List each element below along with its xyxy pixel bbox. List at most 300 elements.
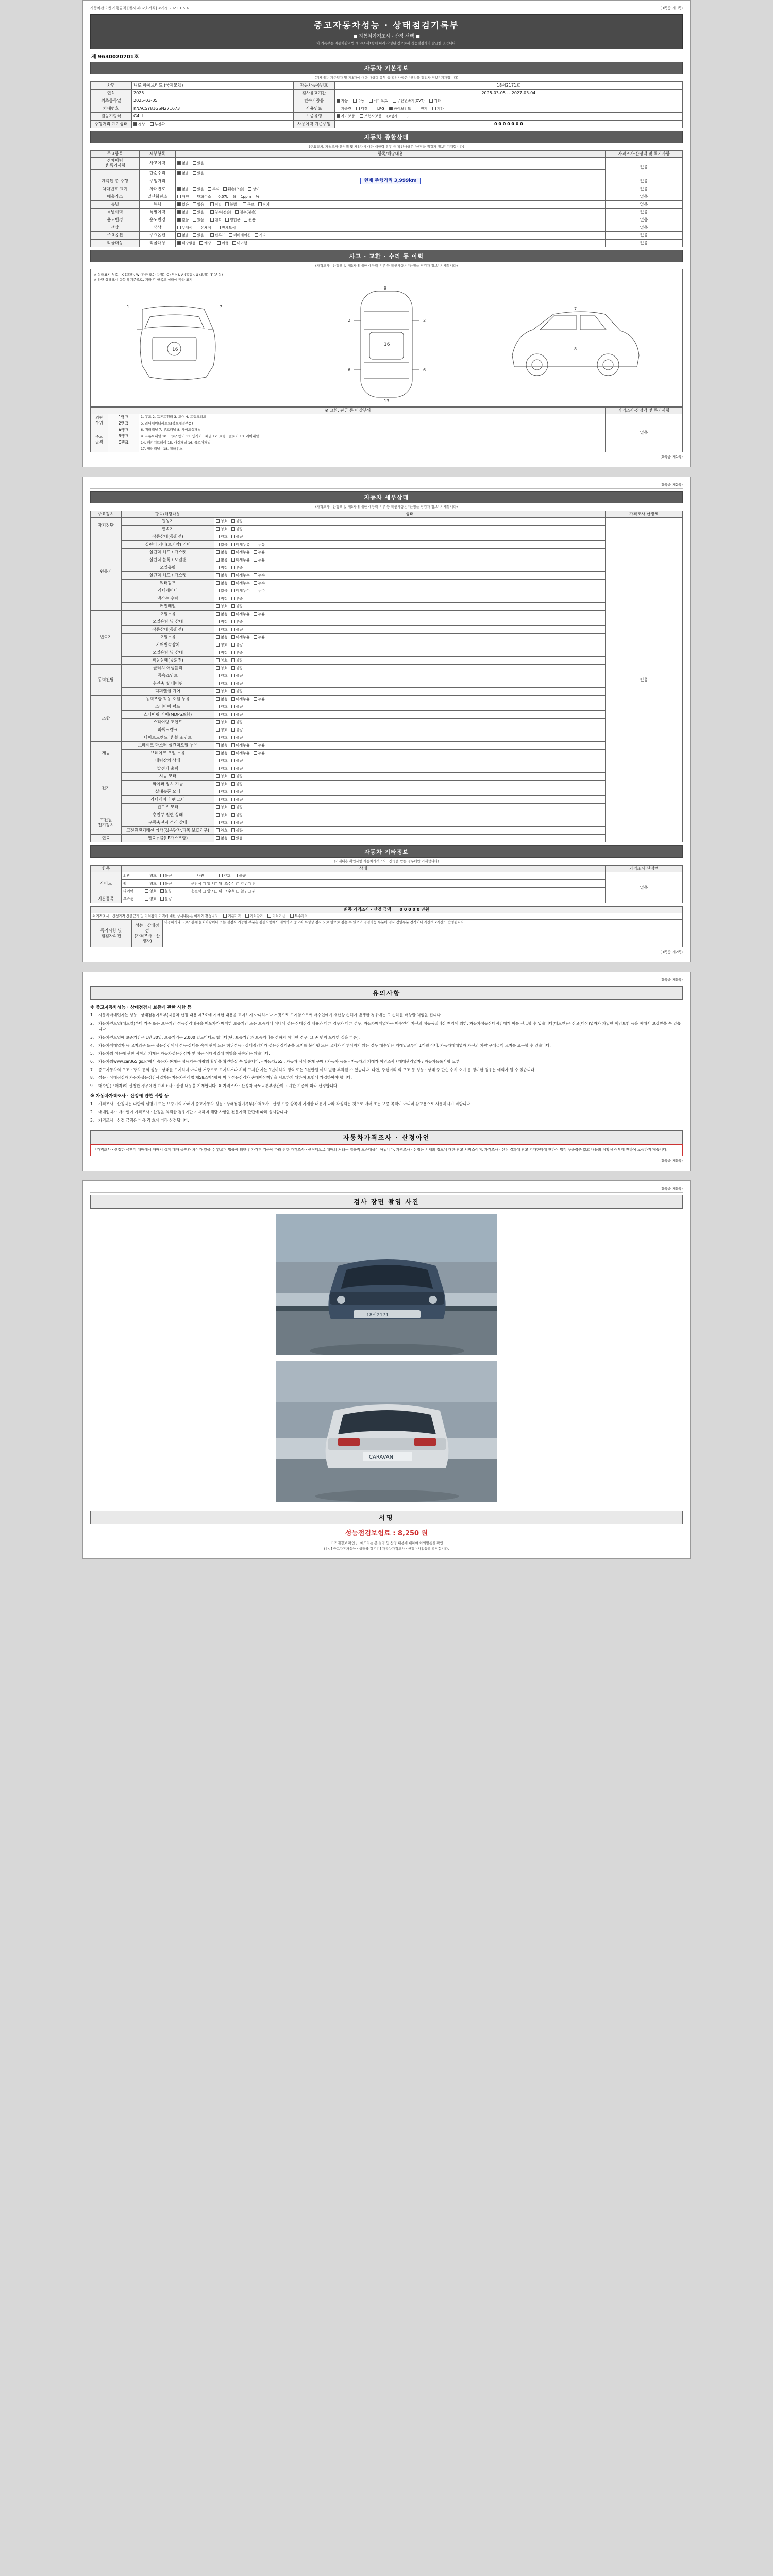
detail-item-steering-pump: 스티어링 펌프 bbox=[122, 703, 214, 711]
page-3-bottom: (3쪽중 제3쪽) bbox=[660, 1159, 683, 1163]
page-4-ref bbox=[90, 1186, 91, 1191]
detail-note-value: 없음 bbox=[606, 518, 683, 842]
inspector-opinion-label: 특기사항 및 점검자의견 bbox=[91, 920, 132, 947]
detail-item-hv-wiring: 고전원전기배선 상태(접속단자,피복,보호기구) bbox=[122, 827, 214, 835]
car-top-view-diagram bbox=[332, 285, 441, 403]
detail-status-radiator-fan: 양호 불량 bbox=[214, 796, 606, 804]
sub-recall: 리콜대상 bbox=[140, 240, 176, 247]
rank-a-parts: 6. 쿼터패널 7. 루프패널 8. 사이드실패널 bbox=[139, 427, 606, 433]
detail-status-mt-leak: 없음 미세누유 누유 bbox=[214, 634, 606, 641]
guide-item: 7. 중고자동차의 구조 · 장치 등의 성능 · 상태를 고지하지 아니한 거주으로 고지하거나 허위 고지한 자는 1년이하의 징역 또는 1천만원 이하 벌금 부과될 수 있습니다. 다만, 주행거리 외 구조 등 성능 · 상태 중 단순 수치 오기 등 경미한 경우는 예외가 될 수 있습니다. bbox=[90, 1067, 536, 1072]
guide-item: 2. 매매업자가 매수인이 가격조사 · 산정을 의뢰한 경우에만 기재하며 해당 사항을 전문가적 판단에 따라 실시합니다. bbox=[90, 1110, 289, 1114]
final-price-label: 최종 가격조사 · 산정 금액 bbox=[344, 907, 391, 912]
note-vehicle-id: 없음 bbox=[606, 185, 683, 193]
label-engine-type: 원동기형식 bbox=[91, 113, 132, 121]
group-outer-panel: 외판 부위 bbox=[91, 414, 108, 427]
detail-group-engine: 원동기 bbox=[91, 533, 122, 611]
svg-text:16: 16 bbox=[172, 347, 178, 353]
detail-status-radiator: 없음 미세누수 누수 bbox=[214, 587, 606, 595]
rank-2-parts: 5. 라디에이터서포트(볼트체결부품) bbox=[139, 420, 606, 427]
guide-item: 1. 가격조사 · 산정자는 다만의 설명기 또는 보증기의 아래에 중고자동차 성능 · 상태점검기록부(가격조사 · 산정 보증 항목에 기재한 내용에 따라 작성되는 것으로 매매 또는 보증 목적이 아니며 참고용으로 사용하시기 바랍니다. bbox=[90, 1101, 472, 1107]
guide-item-text: 중고자동차의 구조 · 장치 등의 성능 · 상태를 고지하지 아니한 거주으로 고지하거나 허위 고지한 자는 1년이하의 징역 또는 1천만원 이하 벌금 부과될 수 있습니다. 다만, 주행거리 외 구조 등 성능 · 상태 중 단순 수치 오기 등 경미한 경우는 예외가 될 수 있습니다. bbox=[98, 1067, 536, 1072]
document-subtitle: ■ 자동차가격조사 · 산정 선택 ■ bbox=[353, 34, 420, 39]
detail-status-blower: 양호 불량 bbox=[214, 788, 606, 796]
rank-2: 2랭크 bbox=[108, 420, 139, 427]
sub-emission: 일산화탄소 bbox=[140, 193, 176, 201]
guide-item-text: 성능 · 상태점검자 자동차성능점검사업자는 자동차관리법 제58조제4항에 따라 성능점검자 손해배상책임을 담보하기 위하여 보험에 가입하여야 합니다. bbox=[98, 1075, 352, 1080]
page-1 bbox=[82, 0, 691, 467]
page-number-1: (3쪽중 제1쪽) bbox=[660, 6, 683, 10]
svg-text:7: 7 bbox=[220, 304, 223, 310]
detail-status-rocker-cover: 없음 미세누유 누유 bbox=[214, 541, 606, 549]
section-basic-info: 자동차 기본정보 bbox=[90, 62, 683, 74]
detail-item-water-pump: 워터펌프 bbox=[122, 580, 214, 587]
detail-condition-table bbox=[90, 511, 683, 842]
section-detail-condition: 자동차 세부상태 bbox=[90, 491, 683, 503]
panel-rank-table bbox=[90, 407, 683, 452]
detail-item-mt-oil: 오일유량 및 상태 bbox=[122, 649, 214, 657]
detail-status-starter: 양호 불량 bbox=[214, 773, 606, 781]
detail-item-idle: 작동상태(공회전) bbox=[122, 533, 214, 541]
label-first-registration: 최초등록일 bbox=[91, 97, 132, 105]
note-usage-change: 없음 bbox=[606, 216, 683, 224]
label-fuel: 사용연료 bbox=[293, 105, 334, 113]
other-info-table bbox=[90, 865, 683, 903]
detail-item-master-cylinder: 브레이크 마스터 실린더오일 누유 bbox=[122, 742, 214, 750]
label-model-year: 연식 bbox=[91, 90, 132, 97]
inspection-fee-label: 성능점검보험료 : bbox=[345, 1530, 396, 1538]
note-tuning: 없음 bbox=[606, 201, 683, 209]
inspector-opinion-text: 비공하거나 크로스분에 물회차량이나 또는 점검자 기능한 부분은 검검시행에서 제외하며 중고자 특성상 검사 도로 밖으로 검은 수 있으며 검검가능 부분에 검사 정밀부분 견적이나 시간적 2시간도 반영됩니다. bbox=[163, 920, 683, 947]
detail-group-transmission: 변속기 bbox=[91, 611, 122, 665]
detail-status-driveshaft: 양호 불량 bbox=[214, 680, 606, 688]
svg-text:6: 6 bbox=[347, 367, 351, 372]
other-row-exterior: 외관 양호 불량 내관 양호 불량 bbox=[122, 872, 606, 880]
page-2-ref bbox=[90, 482, 91, 487]
group-frame: 주요 골격 bbox=[91, 427, 108, 452]
detail-status-mt-oil: 적정 부족 bbox=[214, 649, 606, 657]
section-overall-condition: 자동차 종합상태 bbox=[90, 131, 683, 143]
detail-group-electric: 전기 bbox=[91, 765, 122, 811]
footer-note-2: ( [ㅇ] 중고자동차성능 · 상태를 검은 [ ] 자동차가격조사 · 산정 ) 사업등록 확인합니다. bbox=[324, 1546, 449, 1551]
section-other-info: 자동차 기타정보 bbox=[90, 845, 683, 858]
detail-header-status: 상태 bbox=[214, 511, 606, 518]
sub-tuning: 튜닝 bbox=[140, 201, 176, 209]
value-mileage-display: 정상 부정확 bbox=[132, 121, 294, 128]
inspection-fee-value: 8,250 원 bbox=[397, 1530, 428, 1538]
value-color: 무채색 유채색 전체도색 bbox=[176, 224, 606, 232]
photo-area bbox=[90, 1209, 683, 1507]
value-first-registration: 2025-03-05 bbox=[132, 97, 294, 105]
row-label-tuning: 튜닝 bbox=[91, 201, 140, 209]
other-group-basic: 기본품목 bbox=[91, 895, 122, 903]
page-2 bbox=[82, 477, 691, 962]
detail-item-fuel-leak: 연료누출(LP가스포함) bbox=[122, 835, 214, 842]
detail-item-engine-diag: 원동기 bbox=[122, 518, 214, 526]
diagram-legend bbox=[94, 273, 679, 283]
detail-group-highvoltage: 고전원 전기장치 bbox=[91, 811, 122, 835]
guide-item: 4. 자동차매매업자 등 고지의무 또는 성능점검에서 성능·상태를 속여 판매 또는 허위성능 · 상태점검지가 성능점검기준을 고지를 불이행 또는 고지가 이루어지지 않은 경우 매수인은 거래일로부터 1개월 이내, 자동차매매업자 자신의 차량 구매금액 고지를 요구할 수 있습니다. bbox=[90, 1043, 551, 1048]
svg-text:CARAVAN: CARAVAN bbox=[369, 1454, 394, 1461]
detail-item-block-oilpan: 실린더 블록 / 오일팬 bbox=[122, 556, 214, 564]
guide-item-text: 자동차매매업자 등 고지의무 또는 성능점검에서 성능·상태를 속여 판매 또는 허위성능 · 상태점검지가 성능점검기준을 고지를 불이행 또는 고지가 이루어지지 않은 경우 매수인은 거래일로부터 1개월 이내, 자동차매매업자 자신의 차량 구매금액 고지를 요구할 수 있습니다. bbox=[98, 1043, 551, 1048]
page-2-top-note bbox=[90, 482, 683, 489]
detail-item-booster: 배력장치 상태 bbox=[122, 757, 214, 765]
detail-item-driveshaft: 추진축 및 베어링 bbox=[122, 680, 214, 688]
svg-text:7: 7 bbox=[574, 307, 577, 312]
page-4 bbox=[82, 1180, 691, 1559]
value-car-name: 니로 하이브리드 (국제모델) bbox=[132, 82, 294, 90]
sub-usage-change: 용도변경 bbox=[140, 216, 176, 224]
guide-item-text: 자동차인도일에 보증기간은 1년 30일, 보증거리는 2,000 킬로미터로 합니다(단, 보증기간과 보증거리를 정하지 아니한 경우, 그 중 먼저 도래한 것을 따름). bbox=[98, 1035, 360, 1040]
guide-item: 9. 매수인(구매자)이 신청한 경우에만 가격조사 · 산정 내용을 기재합니다. ※ 가격조사 · 산정자 국토교통부장관이 고시한 기준에 따라 산정합니다. bbox=[90, 1083, 339, 1088]
detail-item-window-motor: 윈도우 모터 bbox=[122, 804, 214, 811]
guide-head-1: ※ 중고자동차성능 · 상태점검자 보증에 관한 사항 등 bbox=[90, 1005, 192, 1011]
detail-status-fuel-leak: 없음 있음 bbox=[214, 835, 606, 842]
final-price-note: ※ 가격조사 · 산정가격 산출근거 및 가치감가 가격에 대한 상세내용은 아래와 같습니다. 기본가격 가치감가 가치가산 특수가격 bbox=[91, 913, 683, 919]
svg-text:2: 2 bbox=[347, 318, 351, 323]
final-price-title bbox=[91, 907, 683, 913]
row-label-vehicle-id: 차대번호 표기 bbox=[91, 185, 140, 193]
detail-item-mt-gear: 기어변속장치 bbox=[122, 641, 214, 649]
guide-item-text: 자동차매매업자는 성능 · 상태점검기록부(자동차 산정 내용 제3호에 기재한 내용을 고지하지 아니하거나 거짓으로 고지함으로써 매수인에게 재산상 손해가 발생한 경우에는 그 손해를 배상할 책임을 집니다. bbox=[98, 1013, 442, 1018]
detail-header-device: 주요장치 bbox=[91, 511, 122, 518]
detail-item-power-steering-leak: 동력조향 작동 오일 누유 bbox=[122, 696, 214, 703]
svg-text:2: 2 bbox=[423, 318, 426, 323]
detail-group-brake: 제동 bbox=[91, 742, 122, 765]
sub-color: 색상 bbox=[140, 224, 176, 232]
value-recall: 해당없음 해당 이행 미이행 bbox=[176, 240, 606, 247]
damage-diagram bbox=[90, 269, 683, 407]
detail-item-radiator: 라디에이터 bbox=[122, 587, 214, 595]
guide-item: 3. 가격조사 · 산정 금액은 다음 각 호에 따라 산정됩니다. bbox=[90, 1117, 189, 1123]
value-tuning: 없음 있음 적법 불법 구조 장치 bbox=[176, 201, 606, 209]
final-price-value: 0 0 0 0 0 만원 bbox=[399, 907, 429, 912]
detail-status-hv-wiring: 양호 불량 bbox=[214, 827, 606, 835]
document-number-value: 9630020701호 bbox=[98, 54, 139, 60]
page-1-top-note bbox=[90, 6, 683, 12]
detail-status-window-motor: 양호 불량 bbox=[214, 804, 606, 811]
document-titlebar bbox=[90, 14, 683, 49]
svg-text:13: 13 bbox=[383, 398, 390, 403]
detail-status-cv-joint: 양호 불량 bbox=[214, 672, 606, 680]
detail-item-brake-oil: 브레이크 오일 누유 bbox=[122, 750, 214, 757]
note-color: 없음 bbox=[606, 224, 683, 232]
value-guarantee: 자가보증 보험사보증 (보험사 : ) bbox=[334, 113, 682, 121]
detail-item-coolant-level: 냉각수 수량 bbox=[122, 595, 214, 603]
value-inspection-period: 2025-03-05 ~ 2027-03-04 bbox=[334, 90, 682, 97]
guide-item-text: 매매업자가 매수인이 가격조사 · 산정을 의뢰한 경우에만 기재하며 해당 사항을 전문가적 판단에 따라 실시합니다. bbox=[98, 1110, 289, 1114]
detail-status-trans-diag: 양호 불량 bbox=[214, 526, 606, 533]
rank-a: A랭크 bbox=[108, 427, 139, 433]
detail-status-idle: 양호 불량 bbox=[214, 533, 606, 541]
svg-text:9: 9 bbox=[383, 285, 387, 291]
detail-group-selfdiag: 자기진단 bbox=[91, 518, 122, 533]
guide-title: 유의사항 bbox=[90, 986, 683, 1000]
photo-rear bbox=[276, 1361, 497, 1502]
page-3 bbox=[82, 972, 691, 1171]
rank-extra-parts: 17. 필러패널 18. 휠하우스 bbox=[139, 446, 606, 452]
detail-status-oil-level: 적정 부족 bbox=[214, 564, 606, 572]
label-vin: 차대번호 bbox=[91, 105, 132, 113]
car-diagram-set bbox=[94, 285, 679, 403]
detail-item-wiper: 와이퍼 장치 기능 bbox=[122, 781, 214, 788]
value-model-year: 2025 bbox=[132, 90, 294, 97]
label-mileage-display: 주행거리 계기상태 bbox=[91, 121, 132, 128]
other-note-value: 없음 bbox=[606, 872, 683, 903]
detail-status-engine-diag: 양호 불량 bbox=[214, 518, 606, 526]
row-label-color: 색상 bbox=[91, 224, 140, 232]
detail-status-coolant-level: 적정 부족 bbox=[214, 595, 606, 603]
document-subtitle-note: 이 기록부는 자동차관리법 제58조제1항에 따라 작성된 것으로서 성능점검자가 발급한 것입니다. bbox=[316, 41, 457, 45]
guide-item-text: 자동차의www.car365.go.kr에서 승용차 통계는 성능기준·차량의 확인을 확인하실 수 있습니다. - 자동차365 : 자동차 심에 통계 구매 / 자동차 등록 - 자동차의 거래가 이력조사 / 매매관리업자 / 자동차등록사항 교부 bbox=[98, 1059, 460, 1064]
sub-mileage: 주행거리 bbox=[140, 177, 176, 185]
value-engine-type: G4LL bbox=[132, 113, 294, 121]
detail-item-battery-isolation: 구동축전지 격리 상태 bbox=[122, 819, 214, 827]
detail-status-common-rail: 양호 불량 bbox=[214, 603, 606, 611]
final-price-table bbox=[90, 906, 683, 919]
value-fuel: 가솔린 디젤 LPG 하이브리드 전기 기타 bbox=[334, 105, 682, 113]
page-2-bottom: (3쪽중 제2쪽) bbox=[660, 950, 683, 955]
svg-text:1: 1 bbox=[127, 304, 130, 310]
sub-options: 주요옵션 bbox=[140, 232, 176, 240]
row-label-emission: 배출가스 bbox=[91, 193, 140, 201]
value-transmission: 자동 수동 세미오토 무단변속기(CVT) 기타 bbox=[334, 97, 682, 105]
guide-item-text: 자동차인도일(매도일)부터 거주 또는 보유기간 성능점검내용을 매도자가 매매한 보증기간 또는 보증거래 이내에 성능·상태점검 내용과 다른 경우가 다른 경우, 자동차매매업자는 매수인이 자신의 성능품질배상 책임에 의한, 자동차성능상태점검에게 이를 신고할 수 있습니다(매도인)은 신고(대상)업자가 가입한 책임보험 등을 통해서 보상받을 수 있습니다. bbox=[98, 1021, 681, 1032]
detail-item-head-gasket: 실린더 헤드 / 가스켓 bbox=[122, 549, 214, 556]
sub-accident: 사고이력 bbox=[140, 158, 176, 170]
inspector-role-label: 성능 · 상태점검 (가격조사 · 산정자) bbox=[132, 920, 163, 947]
detail-item-charging-port: 충전구 절연 상태 bbox=[122, 811, 214, 819]
detail-status-head-gasket: 없음 미세누유 누유 bbox=[214, 549, 606, 556]
detail-item-radiator-fan: 라디에이터 팬 모터 bbox=[122, 796, 214, 804]
other-header-price: 가격조사·산정액 bbox=[606, 866, 683, 872]
footer-note-1: 『 기재정보 확인 』 매도자는 본 점검 및 산정 내용에 대하여 이의없음을 확인 bbox=[330, 1541, 443, 1546]
detail-item-steering-joint: 스티어링 조인트 bbox=[122, 719, 214, 726]
other-header-item: 항목 bbox=[91, 866, 122, 872]
signature-title: 서명 bbox=[90, 1511, 683, 1524]
price-disclaimer-box bbox=[90, 1144, 683, 1156]
guide-item: 5. 자동차의 성능에 관한 사항의 기재는 자동차성능점검자 및 성능·상태점검에 책임을 귀속되는 않습니다. bbox=[90, 1051, 270, 1056]
car-side-view-diagram bbox=[497, 299, 651, 389]
sub-special-history: 특별이력 bbox=[140, 209, 176, 216]
detail-group-steering: 조향 bbox=[91, 696, 122, 742]
detail-status-power-steering-leak: 없음 미세누유 누유 bbox=[214, 696, 606, 703]
other-row-accessory: 부속품 양호 불량 bbox=[122, 895, 606, 903]
rank-b: B랭크 bbox=[108, 433, 139, 439]
detail-item-alternator: 발전기 출력 bbox=[122, 765, 214, 773]
page-3-top-note bbox=[90, 977, 683, 984]
value-simple-repair: 없음 있음 bbox=[176, 170, 606, 177]
header-price-note: 가격조사·산정액 및 특기사항 bbox=[606, 151, 683, 158]
detail-item-cv-joint: 등속죠인트 bbox=[122, 672, 214, 680]
label-car-name: 차명 bbox=[91, 82, 132, 90]
guide-item: 6. 자동차의www.car365.go.kr에서 승용차 통계는 성능기준·차량의 확인을 확인하실 수 있습니다. - 자동차365 : 자동차 심에 통계 구매 / 자동차 등록 - 자동차의 거래가 이력조사 / 매매관리업자 / 자동차등록사항 교부 bbox=[90, 1059, 460, 1064]
value-vehicle-id: 없음 있음 부식 훼손(오손) 상이 bbox=[176, 185, 606, 193]
detail-status-at-operation: 양호 불량 bbox=[214, 626, 606, 634]
detail-item-at-operation: 작동상태(공회전) bbox=[122, 626, 214, 634]
other-header-status: 상태 bbox=[122, 866, 606, 872]
photo-front-image bbox=[276, 1214, 497, 1355]
row-label-options: 주요옵션 bbox=[91, 232, 140, 240]
detail-item-trans-diag: 변속기 bbox=[122, 526, 214, 533]
detail-item-clutch: 클러치 어셈블리 bbox=[122, 665, 214, 672]
detail-status-block-oilpan: 없음 미세누유 누유 bbox=[214, 556, 606, 564]
other-row-tire: 타이어 양호 불량 운전석 □ 앞 / □ 뒤 조수석 □ 앞 / □ 뒤 bbox=[122, 888, 606, 895]
inspection-fee bbox=[90, 1524, 683, 1540]
detail-item-mt-operation: 작동상태(공회전) bbox=[122, 657, 214, 665]
guide-item: 2. 자동차인도일(매도일)부터 거주 또는 보유기간 성능점검내용을 매도자가 매매한 보증기간 또는 보증거래 이내에 성능·상태점검 내용과 다른 경우가 다른 경우, 자동차매매업자는 매수인이 자신의 성능품질배상 책임에 의한, 자동차성능상태점검에게 이를 신고할 수 있습니다(매도인)은 신고(대상)업자가 가입한 책임보험 등을 통해서 보상받을 수 있습니다. bbox=[90, 1021, 683, 1032]
page-3-ref bbox=[90, 977, 91, 982]
svg-text:16: 16 bbox=[383, 342, 390, 347]
detail-item-differential: 디퍼렌셜 기어 bbox=[122, 688, 214, 696]
detail-status-water-pump: 없음 미세누수 누수 bbox=[214, 580, 606, 587]
label-inspection-period: 검사유효기간 bbox=[293, 90, 334, 97]
other-row-wheel: 휠 양호 불량 운전석 □ 앞 / □ 뒤 조수석 □ 앞 / □ 뒤 bbox=[122, 880, 606, 888]
detail-status-mt-gear: 양호 불량 bbox=[214, 641, 606, 649]
row-label-usage-change: 용도변경 bbox=[91, 216, 140, 224]
guide-item-text: 가격조사 · 산정자는 다만의 설명기 또는 보증기의 아래에 중고자동차 성능 · 상태점검기록부(가격조사 · 산정 보증 항목에 기재한 내용에 따라 작성되는 것으로 매매 또는 보증 목적이 아니며 참고용으로 사용하시기 바랍니다. bbox=[98, 1101, 472, 1107]
rank-c: C랭크 bbox=[108, 439, 139, 446]
detail-status-brake-oil: 없음 미세누유 누유 bbox=[214, 750, 606, 757]
detail-group-powertrain: 동력전달 bbox=[91, 665, 122, 696]
inspector-opinion-table bbox=[90, 919, 683, 947]
value-usage-change2: 없음 있음 렌트 영업용 관용 bbox=[176, 216, 606, 224]
detail-item-rocker-cover: 실린더 커버(로커암) 커버 bbox=[122, 541, 214, 549]
accident-note-value: 없음 bbox=[606, 414, 683, 452]
mileage-value: 현재 주행거리 3,999km bbox=[360, 178, 420, 184]
detail-status-alternator: 양호 불량 bbox=[214, 765, 606, 773]
rank-c-parts: 14. 패키지트레이 15. 대쉬패널 16. 플로어패널 bbox=[139, 439, 606, 446]
detail-status-steering-joint: 양호 불량 bbox=[214, 719, 606, 726]
value-vin: KNACSY81GSN271673 bbox=[132, 105, 294, 113]
detail-status-steering-pump: 양호 불량 bbox=[214, 703, 606, 711]
note-emission: 없음 bbox=[606, 193, 683, 201]
note-accident: 없음 bbox=[606, 158, 683, 177]
detail-status-battery-isolation: 양호 불량 bbox=[214, 819, 606, 827]
header-sub-item: 세부항목 bbox=[140, 151, 176, 158]
detail-status-charging-port: 양호 불량 bbox=[214, 811, 606, 819]
guide-item: 8. 성능 · 상태점검자 자동차성능점검사업자는 자동차관리법 제58조제4항에 따라 성능점검자 손해배상책임을 담보하기 위하여 보험에 가입하여야 합니다. bbox=[90, 1075, 352, 1080]
svg-text:6: 6 bbox=[423, 367, 426, 372]
document-number bbox=[91, 52, 683, 60]
accident-note-header: 가격조사·산정액 및 특기사항 bbox=[606, 407, 683, 414]
note-mileage: 없음 bbox=[606, 177, 683, 185]
guide-item: 3. 자동차인도일에 보증기간은 1년 30일, 보증거리는 2,000 킬로미터로 합니다(단, 보증기간과 보증거리를 정하지 아니한 경우, 그 중 먼저 도래한 것을 따름). bbox=[90, 1035, 360, 1040]
label-transmission: 변속기종류 bbox=[293, 97, 334, 105]
row-label-special-history: 특별이력 bbox=[91, 209, 140, 216]
header-main-item: 주요항목 bbox=[91, 151, 140, 158]
row-label-recall: 리콜대상 bbox=[91, 240, 140, 247]
value-total-mileage bbox=[176, 177, 606, 185]
svg-text:8: 8 bbox=[574, 347, 577, 352]
guide-item: 1. 자동차매매업자는 성능 · 상태점검기록부(자동차 산정 내용 제3호에 기재한 내용을 고지하지 아니하거나 거짓으로 고지함으로써 매수인에게 재산상 손해가 발생한 경우에는 그 손해를 배상할 책임을 집니다. bbox=[90, 1013, 442, 1018]
photo-section-title: 검사 장면 촬영 사진 bbox=[90, 1195, 683, 1209]
row-label-simple-repair bbox=[91, 170, 140, 177]
photo-front bbox=[276, 1214, 497, 1355]
value-emission: 매연 탄화수소 0.07L % 1ppm % bbox=[176, 193, 606, 201]
legend-line-2: ※ 하단 상태표시 항목에 기준으로, 기타 각 항목도 상태에 따라 표기 bbox=[94, 278, 193, 282]
document-number-label: 제 bbox=[91, 54, 96, 60]
section-accident-history: 사고 · 교환 · 수리 등 이력 bbox=[90, 250, 683, 262]
legend-line-1: ※ 상태표시 부호 : X (교환), W (판금 또는 용접), C (부식), A (흠집), U (요철), T (손상) bbox=[94, 273, 223, 277]
detail-status-master-cylinder: 없음 미세누유 누유 bbox=[214, 742, 606, 750]
detail-status-steering-gear: 양호 불량 bbox=[214, 711, 606, 719]
page-1-bottom: (3쪽중 제1쪽) bbox=[660, 455, 683, 459]
value-special-history: 없음 있음 침수(전손) 침수(분손) bbox=[176, 209, 606, 216]
page-number-4: (3쪽중 제3쪽) bbox=[660, 1187, 683, 1191]
guide-item-text: 가격조사 · 산정 금액은 다음 각 호에 따라 산정됩니다. bbox=[98, 1117, 189, 1123]
svg-text:18서2171: 18서2171 bbox=[366, 1313, 389, 1318]
detail-status-clutch: 양호 불량 bbox=[214, 665, 606, 672]
section-overall-note: (주요장치, 가격조사·산정액 및 제3자에 대한 대항력 유무 등 확인사항은 "산정율 점검자 정보" 기재합니다) bbox=[309, 145, 464, 149]
value-plate-no: 18서2171호 bbox=[334, 82, 682, 90]
guide-list-1 bbox=[90, 1012, 683, 1089]
rank-1: 1랭크 bbox=[108, 414, 139, 420]
detail-group-fuel: 연료 bbox=[91, 835, 122, 842]
guide-item-text: 자동차의 성능에 관한 사항의 기재는 자동차성능점검자 및 성능·상태점검에 책임을 귀속되는 않습니다. bbox=[98, 1051, 270, 1056]
basic-info-table bbox=[90, 81, 683, 128]
note-options: 없음 bbox=[606, 232, 683, 240]
detail-item-blower: 실내송풍 모터 bbox=[122, 788, 214, 796]
value-accident: 없음 있음 bbox=[176, 158, 606, 170]
page-4-top-note bbox=[90, 1186, 683, 1193]
section-basic-note: (기재내용 기준일자 및 제3자에 대한 대항력 유무 등 확인사항은 "산정율 점검자 정보" 기재합니다) bbox=[314, 76, 459, 80]
guide-head-2: ※ 자동차가격조사 · 산정에 관한 사항 등 bbox=[90, 1094, 169, 1099]
detail-item-tie-rod: 타이로드엔드 및 볼 조인트 bbox=[122, 734, 214, 742]
detail-item-common-rail: 커먼레일 bbox=[122, 603, 214, 611]
sub-simple-repair: 단순수리 bbox=[140, 170, 176, 177]
section-detail-note: (가격조사 · 산정액 및 제3자에 대한 대항력 유무 등 확인사항은 "산정율 점검자 정보" 기재합니다) bbox=[315, 505, 458, 509]
detail-status-wiper: 양호 불량 bbox=[214, 781, 606, 788]
section-accident-note: (가격조사 · 산정액 및 제3자에 대한 대항력 유무 등 확인사항은 "산정율 점검자 정보" 기재합니다) bbox=[315, 264, 458, 268]
price-disclaimer-text: 「가격조사 · 산정한 금액이 매매에서 매매시 실제 매매 금액과 차이가 있을 수 있으며 법률에 의한 감가가격 기준에 따라 취한 가격조사 · 산정액으로 매매의 거래는 법률적 보증대상이 아닙니다. 가격조사 · 산정은 시세의 정보에 대한 참고 서비스이며, 가격조사 · 산정 결과에 참고 기재한바에 관하여 법적 구속력은 없고 내용의 정확성 여부에 관하여 보증하지 않습니다. bbox=[93, 1148, 668, 1153]
sub-vehicle-id: 차대번호 bbox=[140, 185, 176, 193]
page-number-2: (3쪽중 제2쪽) bbox=[660, 483, 683, 487]
page-title: 중고자동차성능 · 상태점검기록부 bbox=[313, 21, 460, 31]
detail-item-starter: 시동 모터 bbox=[122, 773, 214, 781]
car-front-rear-diagram bbox=[122, 299, 276, 389]
detail-header-price: 가격조사·산정액 bbox=[606, 511, 683, 518]
detail-item-power-crank: 파워크랭크 bbox=[122, 726, 214, 734]
rank-extra bbox=[108, 446, 139, 452]
rank-1-parts: 1. 후드 2. 프론트휀더 3. 도어 4. 트렁크리드 bbox=[139, 414, 606, 420]
detail-header-item: 항목/해당내용 bbox=[122, 511, 214, 518]
rank-b-parts: 9. 프론트패널 10. 크로스멤버 11. 인사이드패널 12. 트렁크플로어 13. 리어패널 bbox=[139, 433, 606, 439]
row-label-accident-history: 전체이력 및 특기사항 bbox=[91, 158, 140, 170]
detail-status-booster: 양호 불량 bbox=[214, 757, 606, 765]
footer-notes bbox=[90, 1540, 683, 1551]
detail-item-at-leak: 오일누유 bbox=[122, 611, 214, 618]
section-other-note: (기재내용 확인사항 자동차가격조사 · 산정을 받는 경우에만 기재합니다) bbox=[334, 859, 439, 863]
detail-item-mt-leak: 오일누유 bbox=[122, 634, 214, 641]
detail-item-at-oil: 오일유량 및 상태 bbox=[122, 618, 214, 626]
guide-list-2 bbox=[90, 1101, 683, 1123]
overall-condition-table bbox=[90, 150, 683, 247]
label-usage-change: 사용이력 기준주행 bbox=[293, 121, 334, 128]
page-number-3: (3쪽중 제3쪽) bbox=[660, 978, 683, 982]
detail-status-differential: 양호 불량 bbox=[214, 688, 606, 696]
value-options: 없음 있음 썬루프 네비게이션 기타 bbox=[176, 232, 606, 240]
detail-status-power-crank: 양호 불량 bbox=[214, 726, 606, 734]
detail-item-coolant-head: 실린더 헤드 / 가스켓 bbox=[122, 572, 214, 580]
label-guarantee: 보증유형 bbox=[293, 113, 334, 121]
label-plate-no: 자동차등록번호 bbox=[293, 82, 334, 90]
price-disclaimer-title: 자동차가격조사 · 산정아언 bbox=[90, 1130, 683, 1144]
detail-item-oil-level: 오일유량 bbox=[122, 564, 214, 572]
detail-status-at-leak: 없음 미세누유 누유 bbox=[214, 611, 606, 618]
detail-status-coolant-head: 없음 미세누수 누수 bbox=[214, 572, 606, 580]
